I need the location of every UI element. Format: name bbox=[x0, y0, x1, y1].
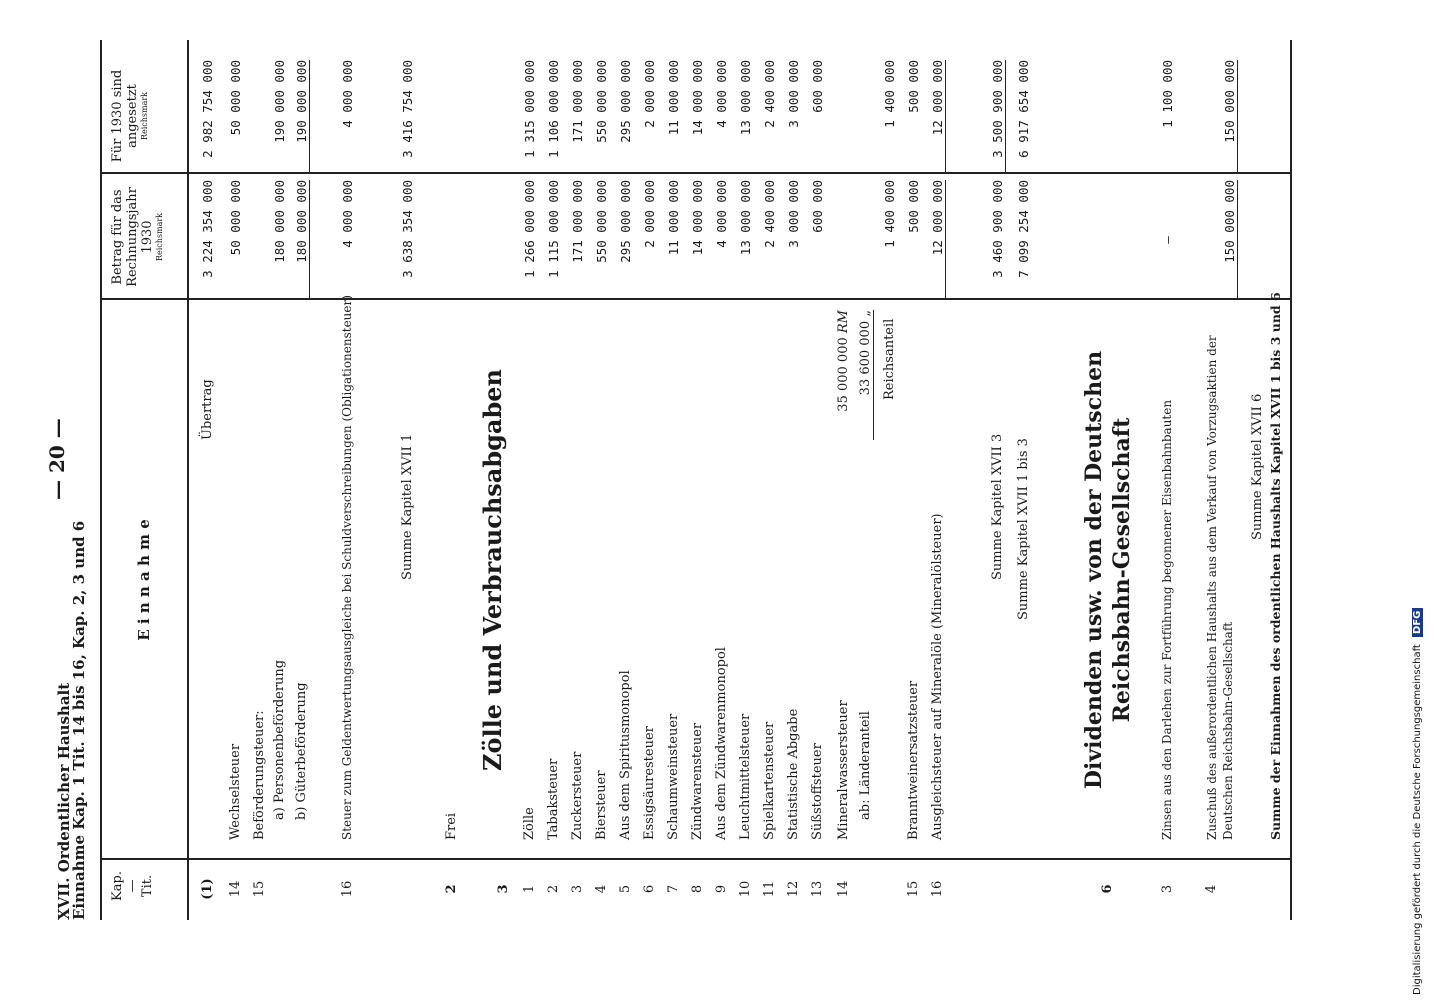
angesetzt-cell: 3 416 754 000 bbox=[400, 60, 415, 158]
betrag-cell: 500 000 bbox=[906, 180, 921, 233]
angesetzt-cell: 2 982 754 000 bbox=[200, 60, 215, 158]
text-cell: Mineralwassersteuer bbox=[836, 700, 851, 840]
table-row bbox=[786, 0, 808, 1000]
tit-cell: 5 bbox=[618, 884, 633, 894]
betrag-cell: 11 000 000 bbox=[666, 180, 681, 256]
betrag-cell: 150 000 000 bbox=[1222, 180, 1238, 300]
tit-cell: 14 bbox=[228, 880, 243, 898]
tit-cell: 9 bbox=[714, 884, 729, 894]
tit-cell: 16 bbox=[340, 880, 355, 898]
kap-cell: 3 bbox=[496, 884, 511, 894]
page-number: — 20 — bbox=[45, 418, 69, 500]
table-row bbox=[690, 0, 712, 1000]
table-row bbox=[1268, 0, 1290, 1000]
angesetzt-cell: 2 000 000 bbox=[642, 60, 657, 128]
mineral-laender-value: 33 600 000 bbox=[858, 320, 873, 396]
text-cell: Essigsäuresteuer bbox=[642, 726, 657, 840]
angesetzt-cell: 500 000 bbox=[906, 60, 921, 113]
betrag-cell: 2 400 000 bbox=[762, 180, 777, 248]
table-row bbox=[400, 0, 422, 1000]
table-row bbox=[930, 0, 952, 1000]
betrag-cell: 1 266 000 000 bbox=[522, 180, 537, 278]
betrag-cell: 550 000 000 bbox=[594, 180, 609, 263]
tit-cell: 4 bbox=[1204, 884, 1219, 894]
angesetzt-cell: 2 400 000 bbox=[762, 60, 777, 128]
section-title: Zölle und Verbrauchsabgaben bbox=[478, 369, 507, 771]
angesetzt-cell: 190 000 000 bbox=[272, 60, 287, 143]
betrag-cell: 180 000 000 bbox=[272, 180, 287, 263]
mineral-laender-unit: „ bbox=[858, 310, 873, 317]
text-cell: a) Personenbeförderung bbox=[272, 659, 287, 820]
betrag-cell: 3 638 354 000 bbox=[400, 180, 415, 278]
kap-cell: 2 bbox=[444, 884, 459, 894]
betrag-cell: 295 000 000 bbox=[618, 180, 633, 263]
angesetzt-cell: 1 100 000 bbox=[1160, 60, 1175, 128]
betrag-cell: 3 224 354 000 bbox=[200, 180, 215, 278]
section-heading-row bbox=[1080, 0, 1140, 1000]
text-cell: Branntweinersatzsteuer bbox=[906, 680, 921, 840]
angesetzt-cell: 4 000 000 bbox=[340, 60, 355, 128]
table-row bbox=[714, 0, 736, 1000]
text-cell: Zölle bbox=[522, 807, 537, 840]
betrag-cell: 600 000 bbox=[810, 180, 825, 233]
table-row bbox=[642, 0, 664, 1000]
text-cell: Aus dem Zündwarenmonopol bbox=[714, 647, 729, 840]
sum-label: Summe Kapitel XVII 1 bis 3 bbox=[1016, 438, 1031, 620]
text-cell: Süßstoffsteuer bbox=[810, 743, 825, 840]
header-title: XVII. Ordentlicher Haushalt bbox=[55, 682, 73, 920]
angesetzt-cell: 190 000 000 bbox=[294, 60, 310, 174]
tit-cell: 15 bbox=[252, 880, 267, 898]
text-cell: Zinsen aus den Darlehen zur Fortführung begonnener Eisenbahnbauten bbox=[1160, 399, 1174, 840]
tit-cell: 11 bbox=[762, 880, 777, 898]
grand-total-label: Summe der Einnahmen des ordentlichen Haushalts Kapitel XVII 1 bis 3 und 6 bbox=[1268, 292, 1283, 840]
table-row bbox=[990, 0, 1012, 1000]
tit-cell: 15 bbox=[906, 880, 921, 898]
angesetzt-cell: 1 106 000 000 bbox=[546, 60, 561, 158]
angesetzt-cell: 11 000 000 bbox=[666, 60, 681, 136]
angesetzt-unit: Reichsmark bbox=[140, 91, 149, 141]
table-bottom-rule bbox=[1290, 40, 1292, 920]
header-subtitle: Einnahme Kap. 1 Tit. 14 bis 16, Kap. 2, 3 und 6 bbox=[70, 520, 88, 920]
table-row bbox=[906, 0, 928, 1000]
betrag-cell: 7 099 254 000 bbox=[1016, 180, 1031, 278]
table-row bbox=[594, 0, 616, 1000]
text-cell: ab: Länderanteil bbox=[858, 711, 873, 820]
angesetzt-cell: 1 400 000 bbox=[882, 60, 897, 128]
text-cell: Schaumweinsteuer bbox=[666, 713, 681, 840]
betrag-cell: 2 000 000 bbox=[642, 180, 657, 248]
angesetzt-cell: 150 000 000 bbox=[1222, 60, 1238, 174]
text-cell: Leuchtmittelsteuer bbox=[738, 713, 753, 840]
text-cell: Statistische Abgabe bbox=[786, 708, 801, 840]
angesetzt-cell: 13 000 000 bbox=[738, 60, 753, 136]
table-row bbox=[444, 0, 466, 1000]
text-cell: Frei bbox=[444, 812, 459, 840]
mineral-gross-unit: RM bbox=[836, 310, 851, 334]
text-cell: Beförderungsteuer: bbox=[252, 710, 267, 840]
table-row bbox=[618, 0, 640, 1000]
mineral-gross bbox=[836, 310, 851, 440]
tit-cell: 16 bbox=[930, 880, 945, 898]
kap-label: Kap. bbox=[110, 871, 125, 901]
betrag-cell: 180 000 000 bbox=[294, 180, 310, 300]
sum-label: Summe Kapitel XVII 6 bbox=[1250, 393, 1265, 540]
betrag-header bbox=[110, 176, 164, 298]
tit-label: Tit. bbox=[140, 874, 155, 898]
tit-cell: 8 bbox=[690, 884, 705, 894]
betrag-cell: 12 000 000 bbox=[930, 180, 946, 300]
table-row bbox=[252, 0, 274, 1000]
table-row bbox=[810, 0, 832, 1000]
tit-cell: 13 bbox=[810, 880, 825, 898]
betrag-cell: 13 000 000 bbox=[738, 180, 753, 256]
angesetzt-cell: 6 917 654 000 bbox=[1016, 60, 1031, 158]
tit-cell: 10 bbox=[738, 880, 753, 898]
table-row bbox=[882, 0, 904, 1000]
kap-cell: 6 bbox=[1100, 884, 1115, 894]
text-cell: Zuckersteuer bbox=[570, 751, 585, 840]
sum-label: Summe Kapitel XVII 3 bbox=[990, 433, 1005, 580]
text-cell: b) Güterbeförderung bbox=[294, 682, 309, 820]
tit-cell: 12 bbox=[786, 880, 801, 898]
tit-cell: 1 bbox=[522, 884, 537, 894]
sum-label: Summe Kapitel XVII 1 bbox=[400, 433, 415, 580]
angesetzt-cell: 1 315 000 000 bbox=[522, 60, 537, 158]
table-row bbox=[546, 0, 568, 1000]
table-row bbox=[272, 0, 294, 1000]
tit-cell: 7 bbox=[666, 884, 681, 894]
kap-header bbox=[110, 860, 155, 912]
text-cell: Biersteuer bbox=[594, 770, 609, 840]
table-row bbox=[1160, 0, 1182, 1000]
text-cell: Zuschuß des außerordentlichen Haushalts aus dem Verkauf von Vorzugsaktien der Deutschen Reichsbahn-Gesellschaft bbox=[1205, 335, 1235, 840]
table-row bbox=[340, 0, 362, 1000]
betrag-cell: — bbox=[1160, 236, 1175, 244]
text-cell: Ausgleichsteuer auf Mineralöle (Mineralölsteuer) bbox=[930, 513, 945, 840]
einnahme-header: E i n n a h m e bbox=[135, 519, 153, 641]
betrag-cell: 4 000 000 bbox=[340, 180, 355, 248]
text-cell: Steuer zum Geldentwertungsausgleiche bei Schuldverschreibungen (Obligationensteuer) bbox=[340, 295, 354, 840]
table-row bbox=[858, 0, 880, 1000]
text-cell: Spielkartensteuer bbox=[762, 721, 777, 840]
text-cell: Wechselsteuer bbox=[228, 743, 243, 840]
tit-cell: 3 bbox=[1160, 884, 1175, 894]
angesetzt-cell: 50 000 000 bbox=[228, 60, 243, 136]
angesetzt-cell: 14 000 000 bbox=[690, 60, 705, 136]
table-row bbox=[738, 0, 760, 1000]
text-cell: Reichsanteil bbox=[882, 318, 897, 400]
tit-cell: 2 bbox=[546, 884, 561, 894]
mineral-gross-value: 35 000 000 bbox=[836, 337, 851, 412]
betrag-cell: 3 460 900 000 bbox=[990, 180, 1005, 278]
section-heading-row bbox=[478, 0, 518, 1000]
table-row bbox=[228, 0, 250, 1000]
angesetzt-cell: 3 000 000 bbox=[786, 60, 801, 128]
mineral-laender bbox=[858, 310, 874, 440]
betrag-cell: 4 000 000 bbox=[714, 180, 729, 248]
tit-cell: 3 bbox=[570, 884, 585, 894]
text-cell: Aus dem Spiritusmonopol bbox=[618, 670, 633, 840]
tit-cell: 14 bbox=[836, 880, 851, 898]
digitization-note-text: Digitalisierung gefördert durch die Deutsche Forschungsgemeinschaft bbox=[1412, 644, 1423, 995]
table-row bbox=[1204, 0, 1244, 1000]
section-title: Dividenden usw. von der Deutschen Reichsbahn-Gesellschaft bbox=[1081, 350, 1135, 790]
text-cell: Zündwarensteuer bbox=[690, 722, 705, 840]
table-row bbox=[836, 0, 858, 1000]
text-cell: Übertrag bbox=[200, 379, 215, 440]
table-row bbox=[522, 0, 544, 1000]
table-row bbox=[570, 0, 592, 1000]
angesetzt-label: Für 1930 sind angesetzt bbox=[110, 69, 140, 163]
text-cell: Tabaksteuer bbox=[546, 758, 561, 840]
angesetzt-header bbox=[110, 60, 149, 172]
table-row bbox=[200, 0, 222, 1000]
betrag-cell: 50 000 000 bbox=[228, 180, 243, 256]
angesetzt-cell: 4 000 000 bbox=[714, 60, 729, 128]
betrag-cell: 1 115 000 000 bbox=[546, 180, 561, 278]
angesetzt-cell: 3 500 900 000 bbox=[990, 60, 1006, 174]
digitization-note bbox=[1412, 608, 1423, 995]
betrag-cell: 14 000 000 bbox=[690, 180, 705, 256]
table-row bbox=[294, 0, 316, 1000]
table-row bbox=[666, 0, 688, 1000]
betrag-cell: 171 000 000 bbox=[570, 180, 585, 263]
betrag-unit: Reichsmark bbox=[155, 212, 164, 262]
dfg-logo: DFG bbox=[1412, 608, 1423, 637]
angesetzt-cell: 295 000 000 bbox=[618, 60, 633, 143]
angesetzt-cell: 171 000 000 bbox=[570, 60, 585, 143]
angesetzt-cell: 12 000 000 bbox=[930, 60, 946, 174]
table-row bbox=[1016, 0, 1038, 1000]
angesetzt-cell: 550 000 000 bbox=[594, 60, 609, 143]
tit-cell: 4 bbox=[594, 884, 609, 894]
kap-divider: — bbox=[125, 879, 140, 893]
table-row bbox=[762, 0, 784, 1000]
betrag-cell: 1 400 000 bbox=[882, 180, 897, 248]
angesetzt-cell: 600 000 bbox=[810, 60, 825, 113]
kap-cell: (1) bbox=[200, 878, 215, 900]
tit-cell: 6 bbox=[642, 884, 657, 894]
betrag-label: Betrag für das Rechnungsjahr 1930 bbox=[110, 187, 155, 287]
betrag-cell: 3 000 000 bbox=[786, 180, 801, 248]
